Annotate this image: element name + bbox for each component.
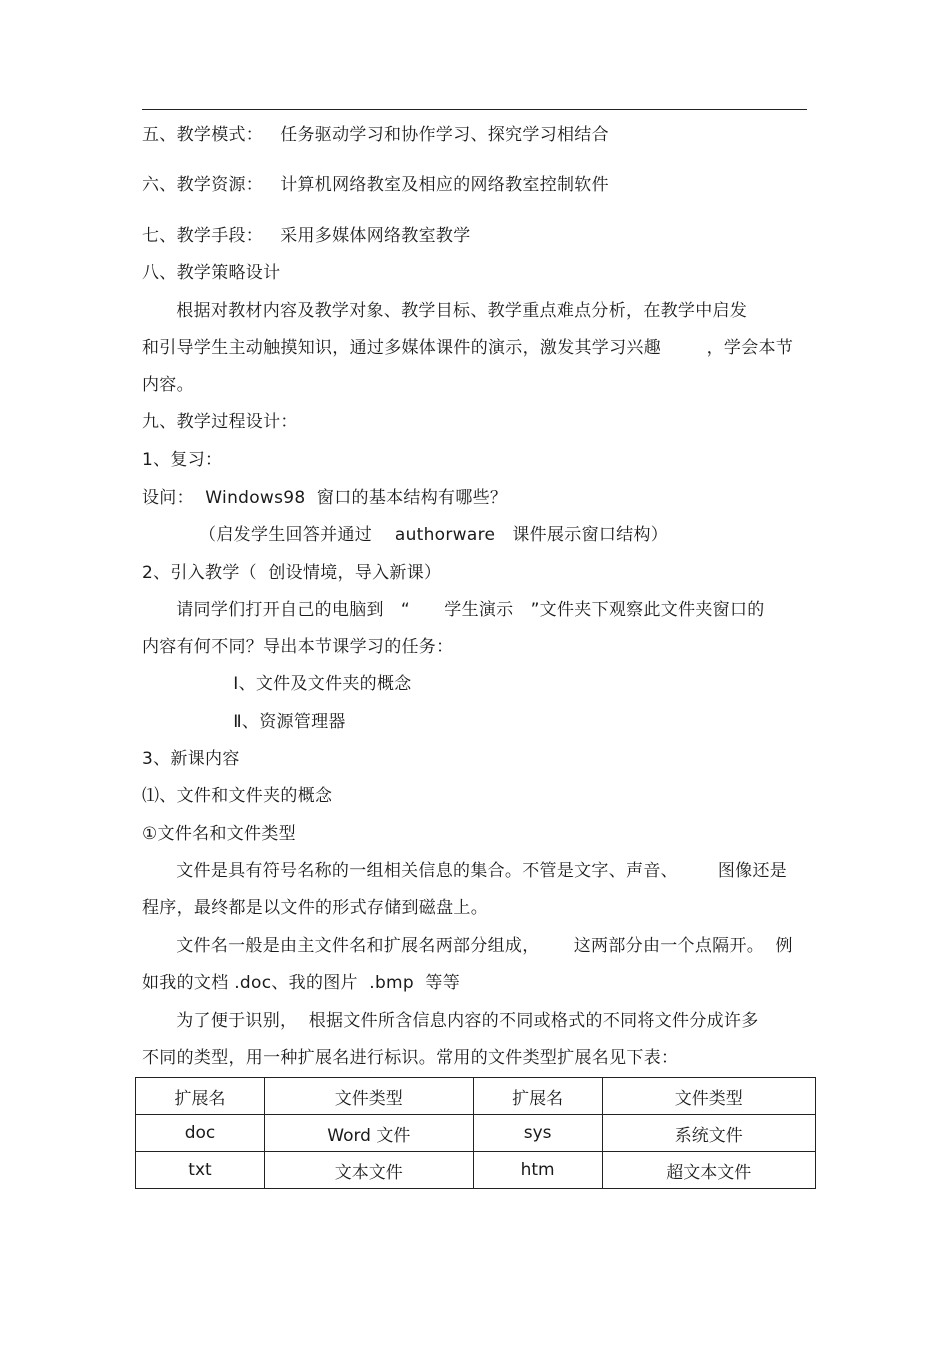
table-header-cell: 扩展名 — [473, 1078, 602, 1115]
table-header-cell: 文件类型 — [264, 1078, 473, 1115]
intro-paragraph-line: 内容有何不同？导出本节课学习的任务： — [142, 637, 454, 657]
intro-heading: 2、引入教学（ 创设情境，导入新课） — [142, 563, 442, 583]
table-cell: Word 文件 — [264, 1115, 473, 1152]
body-paragraph-line: 为了便于识别， 根据文件所含信息内容的不同或格式的不同将文件分成许多 — [142, 1011, 759, 1031]
task-item: Ⅰ、文件及文件夹的概念 — [142, 674, 412, 694]
review-note: （启发学生回答并通过 authorware 课件展示窗口结构） — [142, 525, 669, 545]
table-cell: txt — [136, 1152, 265, 1189]
review-heading: 1、复习： — [142, 450, 223, 470]
strategy-paragraph-line: 根据对教材内容及教学对象、教学目标、教学重点难点分析，在教学中启发 — [142, 301, 748, 321]
body-paragraph-line: 文件是具有符号名称的一组相关信息的集合。不管是文字、声音、 图像还是 — [142, 861, 788, 881]
table-header-row — [136, 1078, 816, 1115]
file-extension-table — [135, 1077, 816, 1189]
body-paragraph-line: 如我的文档 .doc、我的图片 .bmp 等等 — [142, 973, 461, 993]
section-teaching-mode: 五、教学模式： 任务驱动学习和协作学习、探究学习相结合 — [142, 125, 609, 145]
body-paragraph-line: 程序，最终都是以文件的形式存储到磁盘上。 — [142, 898, 488, 918]
strategy-paragraph-line: 内容。 — [142, 375, 194, 395]
section-process-heading: 九、教学过程设计： — [142, 412, 298, 432]
header-rule — [142, 109, 807, 110]
table-cell: 超文本文件 — [602, 1152, 815, 1189]
table-header-cell: 扩展名 — [136, 1078, 265, 1115]
task-item: Ⅱ、资源管理器 — [142, 712, 346, 732]
new-content-heading: 3、新课内容 — [142, 749, 240, 769]
table-cell: 文本文件 — [264, 1152, 473, 1189]
review-question: 设问： Windows98 窗口的基本结构有哪些？ — [142, 488, 508, 508]
table-cell: sys — [473, 1115, 602, 1152]
section-teaching-resources: 六、教学资源： 计算机网络教室及相应的网络教室控制软件 — [142, 175, 609, 195]
subsection-heading: ⑴、文件和文件夹的概念 — [142, 786, 333, 806]
section-strategy-heading: 八、教学策略设计 — [142, 263, 281, 283]
table-cell: doc — [136, 1115, 265, 1152]
table-cell: 系统文件 — [602, 1115, 815, 1152]
table-row — [136, 1115, 816, 1152]
body-paragraph-line: 不同的类型，用一种扩展名进行标识。常用的文件类型扩展名见下表： — [142, 1048, 679, 1068]
section-teaching-means: 七、教学手段： 采用多媒体网络教室教学 — [142, 226, 471, 246]
body-paragraph-line: 文件名一般是由主文件名和扩展名两部分组成， 这两部分由一个点隔开。 例 — [142, 936, 793, 956]
table-header-cell: 文件类型 — [602, 1078, 815, 1115]
strategy-paragraph-line: 和引导学生主动触摸知识，通过多媒体课件的演示，激发其学习兴趣 ，学会本节 — [142, 338, 794, 358]
table-cell: htm — [473, 1152, 602, 1189]
subsubsection-heading: ①文件名和文件类型 — [142, 824, 296, 844]
intro-paragraph-line: 请同学们打开自己的电脑到 “ 学生演示 ”文件夹下观察此文件夹窗口的 — [142, 600, 765, 620]
table-row — [136, 1152, 816, 1189]
